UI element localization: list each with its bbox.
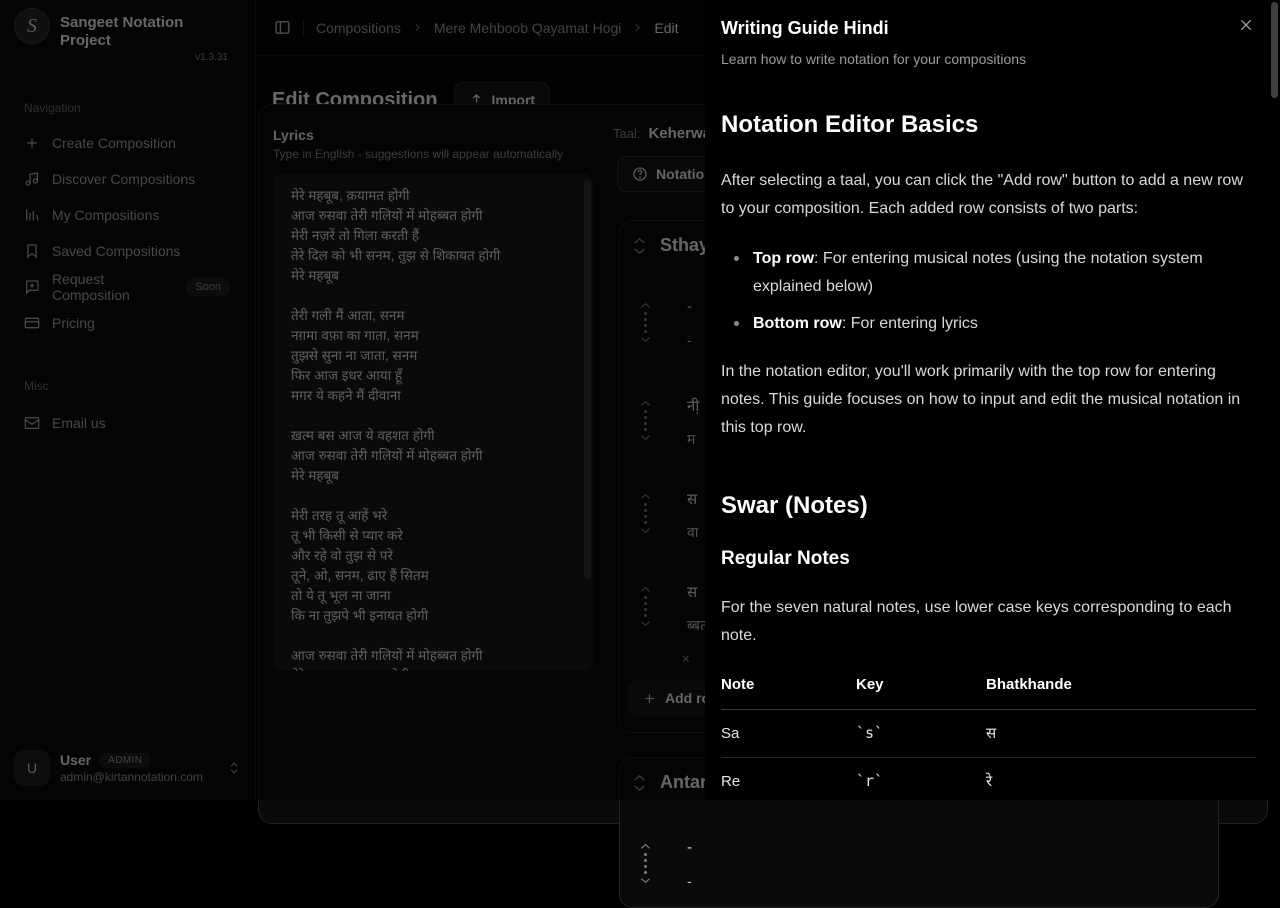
bullet-term: Bottom row: [753, 315, 842, 332]
key-cell: `r`: [856, 772, 884, 790]
bullet-text: : For entering lyrics: [841, 315, 978, 332]
dialog-subtitle: Learn how to write notation for your compositions: [721, 51, 1027, 67]
bullet-text: : For entering musical notes (using the notation system explained below): [753, 250, 1203, 295]
notation-row: [620, 839, 1218, 891]
bhatkhande-cell: स: [986, 710, 1256, 758]
guide-paragraph: After selecting a taal, you can click the "Add row" button to add a new row to your composition. Each added row consists of two parts:: [721, 172, 1243, 217]
bullet-term: Top row: [753, 250, 815, 267]
guide-paragraph: In the notation editor, you'll work primarily with the top row for entering notes. This guide focuses on how to input and edit the musical notation in this top row.: [721, 363, 1241, 436]
guide-heading-regular-notes: Regular Notes: [721, 548, 850, 569]
dialog-title: Writing Guide Hindi: [721, 18, 889, 38]
guide-paragraph: For the seven natural notes, use lower case keys corresponding to each note.: [721, 599, 1232, 644]
guide-bullet: [721, 310, 1256, 338]
note-cell[interactable]: -: [687, 839, 692, 856]
drag-handle-icon[interactable]: [640, 839, 651, 884]
guide-heading-basics: Notation Editor Basics: [721, 111, 979, 138]
note-name-cell: Sa: [721, 710, 856, 758]
dialog-scrollbar[interactable]: [1271, 2, 1278, 98]
guide-bullet-list: [721, 245, 1256, 338]
lyric-cell[interactable]: -: [687, 873, 692, 889]
table-header-note: Note: [721, 676, 856, 710]
writing-guide-dialog: [705, 0, 1280, 800]
table-row: [721, 758, 1256, 806]
table-row: [721, 710, 1256, 758]
guide-heading-swar: Swar (Notes): [721, 492, 868, 519]
notes-table: [721, 676, 1256, 805]
table-header-bhatkhande: Bhatkhande: [986, 676, 1256, 710]
note-name-cell: Re: [721, 772, 741, 790]
close-icon[interactable]: [1238, 17, 1254, 33]
guide-bullet: [721, 245, 1256, 301]
table-header-key: Key: [856, 676, 986, 710]
bhatkhande-cell: रे: [986, 773, 993, 790]
key-cell: `s`: [856, 710, 986, 758]
